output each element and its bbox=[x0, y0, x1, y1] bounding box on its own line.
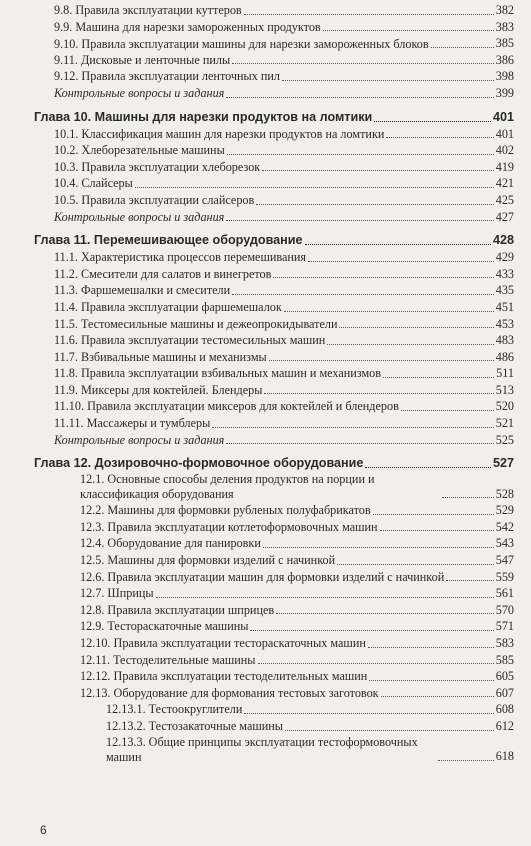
dot-leader bbox=[308, 260, 494, 262]
entry-title: 9.9. Машина для нарезки замороженных продуктов bbox=[54, 19, 321, 34]
toc-entry bbox=[34, 332, 514, 349]
entry-page: 402 bbox=[495, 143, 514, 158]
toc-entry bbox=[34, 159, 514, 176]
entry-title: 12.3. Правила эксплуатации котлетоформовочных машин bbox=[80, 519, 378, 534]
dot-leader bbox=[401, 409, 494, 411]
toc-entry bbox=[34, 569, 514, 586]
toc-entry bbox=[34, 266, 514, 283]
entry-page: 612 bbox=[495, 718, 514, 733]
dot-leader bbox=[250, 629, 493, 631]
dot-leader bbox=[337, 563, 494, 565]
entry-title: 12.5. Машины для формовки изделий с начинкой bbox=[80, 553, 336, 568]
entry-page: 559 bbox=[495, 569, 514, 584]
toc-entry bbox=[34, 415, 514, 432]
entry-page: 570 bbox=[495, 602, 514, 617]
entry-title: Контрольные вопросы и задания bbox=[54, 209, 225, 224]
entry-title: 12.6. Правила эксплуатации машин для формовки изделий с начинкой bbox=[80, 569, 445, 584]
entry-title: 12.4. Оборудование для панировки bbox=[80, 536, 261, 551]
toc-entry bbox=[34, 68, 514, 85]
dot-leader bbox=[244, 13, 494, 15]
toc-entry bbox=[34, 701, 514, 718]
entry-title: 9.8. Правила эксплуатации куттеров bbox=[54, 3, 242, 17]
entry-title: 11.4. Правила эксплуатации фаршемешалок bbox=[54, 299, 282, 314]
entry-page: 521 bbox=[495, 416, 514, 431]
toc-entry bbox=[34, 349, 514, 366]
entry-title: Контрольные вопросы и задания bbox=[54, 432, 225, 447]
dot-leader bbox=[383, 376, 494, 378]
entry-page: 429 bbox=[495, 250, 514, 265]
entry-page: 542 bbox=[495, 519, 514, 534]
entry-page: 513 bbox=[495, 382, 514, 397]
dot-leader bbox=[438, 759, 494, 761]
entry-title: 10.3. Правила эксплуатации хлеборезок bbox=[54, 159, 261, 174]
entry-title: 12.10. Правила эксплуатации тестораскаточных машин bbox=[80, 636, 366, 650]
entry-page: 386 bbox=[495, 52, 514, 67]
toc-entry bbox=[34, 398, 514, 415]
toc-entry bbox=[34, 735, 514, 765]
chapter-heading bbox=[34, 108, 514, 126]
entry-page: 421 bbox=[495, 176, 514, 191]
entry-title: 11.5. Тестомесильные машины и дежеопрокидыватели bbox=[54, 316, 338, 331]
entry-title: 12.7. Шприцы bbox=[80, 586, 154, 601]
toc-entry bbox=[34, 668, 514, 685]
entry-title: 11.2. Смесители для салатов и винегретов bbox=[54, 266, 272, 281]
entry-title: 12.1. Основные способы деления продуктов на порции и классификация оборудования bbox=[80, 472, 375, 502]
entry-page: 433 bbox=[495, 266, 514, 281]
dot-leader bbox=[212, 426, 493, 428]
entry-page: 571 bbox=[495, 619, 514, 634]
dot-leader bbox=[256, 203, 493, 205]
toc-entry bbox=[34, 382, 514, 399]
review-questions-entry bbox=[34, 209, 514, 226]
dot-leader bbox=[380, 529, 494, 531]
review-questions-entry bbox=[34, 432, 514, 449]
entry-page: 528 bbox=[495, 486, 514, 501]
entry-title: 9.11. Дисковые и ленточные пилы bbox=[54, 52, 231, 67]
entry-page: 607 bbox=[495, 685, 514, 700]
review-questions-entry bbox=[34, 85, 514, 102]
entry-title: 12.13.3. Общие принципы эксплуатации тестоформовочных машин bbox=[106, 734, 418, 764]
toc-entry bbox=[34, 52, 514, 69]
dot-leader bbox=[226, 219, 493, 221]
toc-entry bbox=[34, 175, 514, 192]
dot-leader bbox=[323, 29, 494, 31]
entry-page: 583 bbox=[495, 636, 514, 650]
dot-leader bbox=[431, 46, 494, 48]
chapter-heading bbox=[34, 454, 514, 472]
dot-leader bbox=[386, 136, 493, 138]
page-number: 6 bbox=[40, 823, 47, 837]
entry-page: 543 bbox=[495, 536, 514, 551]
dot-leader bbox=[244, 712, 493, 714]
entry-page: 383 bbox=[495, 19, 514, 34]
dot-leader bbox=[227, 153, 494, 155]
toc-entry bbox=[34, 126, 514, 143]
toc-entry bbox=[34, 19, 514, 36]
dot-leader bbox=[365, 466, 491, 468]
dot-leader bbox=[226, 96, 493, 98]
dot-leader bbox=[258, 662, 494, 664]
entry-page: 398 bbox=[495, 69, 514, 84]
entry-title: Глава 10. Машины для нарезки продуктов на ломтики bbox=[34, 109, 373, 124]
dot-leader bbox=[339, 326, 493, 328]
entry-page: 483 bbox=[495, 333, 514, 348]
entry-page: 401 bbox=[495, 126, 514, 141]
toc-entry bbox=[34, 299, 514, 316]
entry-title: 12.8. Правила эксплуатации шприцев bbox=[80, 602, 275, 617]
dot-leader bbox=[273, 276, 493, 278]
dot-leader bbox=[135, 186, 494, 188]
toc-entry bbox=[34, 142, 514, 159]
entry-page: 451 bbox=[495, 299, 514, 314]
entry-title: 10.4. Слайсеры bbox=[54, 176, 133, 191]
entry-title: 9.10. Правила эксплуатации машины для нарезки замороженных блоков bbox=[54, 36, 429, 51]
toc-entry bbox=[34, 35, 514, 52]
dot-leader bbox=[446, 579, 494, 581]
dot-leader bbox=[381, 695, 494, 697]
toc-entry bbox=[34, 602, 514, 619]
entry-page: 547 bbox=[495, 553, 514, 568]
entry-title: 11.1. Характеристика процессов перемешивания bbox=[54, 250, 307, 265]
toc-entry bbox=[34, 618, 514, 635]
entry-title: 11.7. Взбивальные машины и механизмы bbox=[54, 349, 267, 364]
chapter-heading bbox=[34, 231, 514, 249]
entry-title: Глава 11. Перемешивающее оборудование bbox=[34, 233, 303, 248]
toc-entry bbox=[34, 472, 514, 502]
toc-entry bbox=[34, 685, 514, 702]
entry-page: 453 bbox=[495, 316, 514, 331]
entry-page: 435 bbox=[495, 283, 514, 298]
toc-entry bbox=[34, 718, 514, 735]
entry-page: 401 bbox=[492, 109, 514, 124]
entry-title: 11.10. Правила эксплуатации миксеров для коктейлей и блендеров bbox=[54, 399, 399, 414]
entry-title: 11.8. Правила эксплуатации взбивальных машин и механизмов bbox=[54, 366, 382, 381]
dot-leader bbox=[369, 679, 493, 681]
dot-leader bbox=[263, 546, 494, 548]
dot-leader bbox=[368, 646, 494, 648]
toc-entry bbox=[34, 2, 514, 19]
entry-title: 10.1. Классификация машин для нарезки продуктов на ломтики bbox=[54, 126, 385, 141]
entry-title: 12.13.1. Тестоокруглители bbox=[106, 702, 243, 717]
entry-page: 419 bbox=[495, 159, 514, 174]
toc-entry bbox=[34, 502, 514, 519]
toc-entry bbox=[34, 535, 514, 552]
entry-page: 529 bbox=[495, 503, 514, 518]
entry-page: 399 bbox=[495, 85, 514, 100]
toc-entry bbox=[34, 192, 514, 209]
entry-page: 525 bbox=[495, 432, 514, 447]
entry-page: 561 bbox=[495, 586, 514, 601]
entry-page: 585 bbox=[495, 652, 514, 667]
entry-title: 10.5. Правила эксплуатации слайсеров bbox=[54, 192, 255, 207]
dot-leader bbox=[269, 359, 494, 361]
toc-entry bbox=[34, 282, 514, 299]
entry-title: Глава 12. Дозировочно-формовочное оборудование bbox=[34, 456, 364, 471]
entry-page: 511 bbox=[496, 366, 514, 381]
entry-page: 428 bbox=[492, 233, 514, 248]
toc-entry bbox=[34, 316, 514, 333]
dot-leader bbox=[442, 496, 494, 498]
toc-entry bbox=[34, 365, 514, 382]
entry-title: 12.9. Тестораскаточные машины bbox=[80, 619, 249, 634]
entry-page: 527 bbox=[492, 456, 514, 471]
dot-leader bbox=[276, 612, 494, 614]
dot-leader bbox=[232, 293, 494, 295]
entry-title: 11.9. Миксеры для коктейлей. Блендеры bbox=[54, 382, 263, 397]
entry-page: 427 bbox=[495, 209, 514, 224]
entry-title: 12.13.2. Тестозакаточные машины bbox=[106, 718, 283, 733]
dot-leader bbox=[284, 310, 494, 312]
toc-entry bbox=[34, 652, 514, 669]
toc-entry bbox=[34, 519, 514, 536]
dot-leader bbox=[232, 62, 494, 64]
entry-title: 11.3. Фаршемешалки и смесители bbox=[54, 283, 231, 298]
entry-page: 486 bbox=[495, 349, 514, 364]
toc-entry bbox=[34, 635, 514, 652]
entry-title: 10.2. Хлеборезательные машины bbox=[54, 143, 225, 158]
entry-page: 618 bbox=[495, 748, 514, 763]
dot-leader bbox=[285, 729, 494, 731]
toc-entry bbox=[34, 552, 514, 569]
table-of-contents bbox=[34, 2, 514, 765]
entry-title: 12.11. Тестоделительные машины bbox=[80, 652, 256, 667]
entry-page: 382 bbox=[495, 3, 514, 17]
entry-title: 12.12. Правила эксплуатации тестоделительных машин bbox=[80, 669, 368, 684]
dot-leader bbox=[327, 343, 493, 345]
dot-leader bbox=[264, 392, 493, 394]
dot-leader bbox=[373, 513, 494, 515]
entry-page: 608 bbox=[495, 702, 514, 717]
entry-title: 9.12. Правила эксплуатации ленточных пил bbox=[54, 69, 280, 84]
toc-entry bbox=[34, 249, 514, 266]
dot-leader bbox=[156, 596, 494, 598]
dot-leader bbox=[282, 79, 494, 81]
entry-title: 12.2. Машины для формовки рубленых полуфабрикатов bbox=[80, 503, 371, 518]
dot-leader bbox=[305, 243, 491, 245]
entry-page: 520 bbox=[495, 399, 514, 414]
entry-title: Контрольные вопросы и задания bbox=[54, 85, 225, 100]
entry-title: 12.13. Оборудование для формования тестовых заготовок bbox=[80, 685, 379, 700]
entry-page: 425 bbox=[495, 192, 514, 207]
entry-title: 11.6. Правила эксплуатации тестомесильных машин bbox=[54, 333, 326, 348]
dot-leader bbox=[374, 120, 491, 122]
dot-leader bbox=[226, 442, 493, 444]
dot-leader bbox=[262, 169, 494, 171]
entry-page: 605 bbox=[495, 669, 514, 684]
entry-title: 11.11. Массажеры и тумблеры bbox=[54, 416, 211, 431]
toc-entry bbox=[34, 585, 514, 602]
entry-page: 385 bbox=[495, 36, 514, 51]
